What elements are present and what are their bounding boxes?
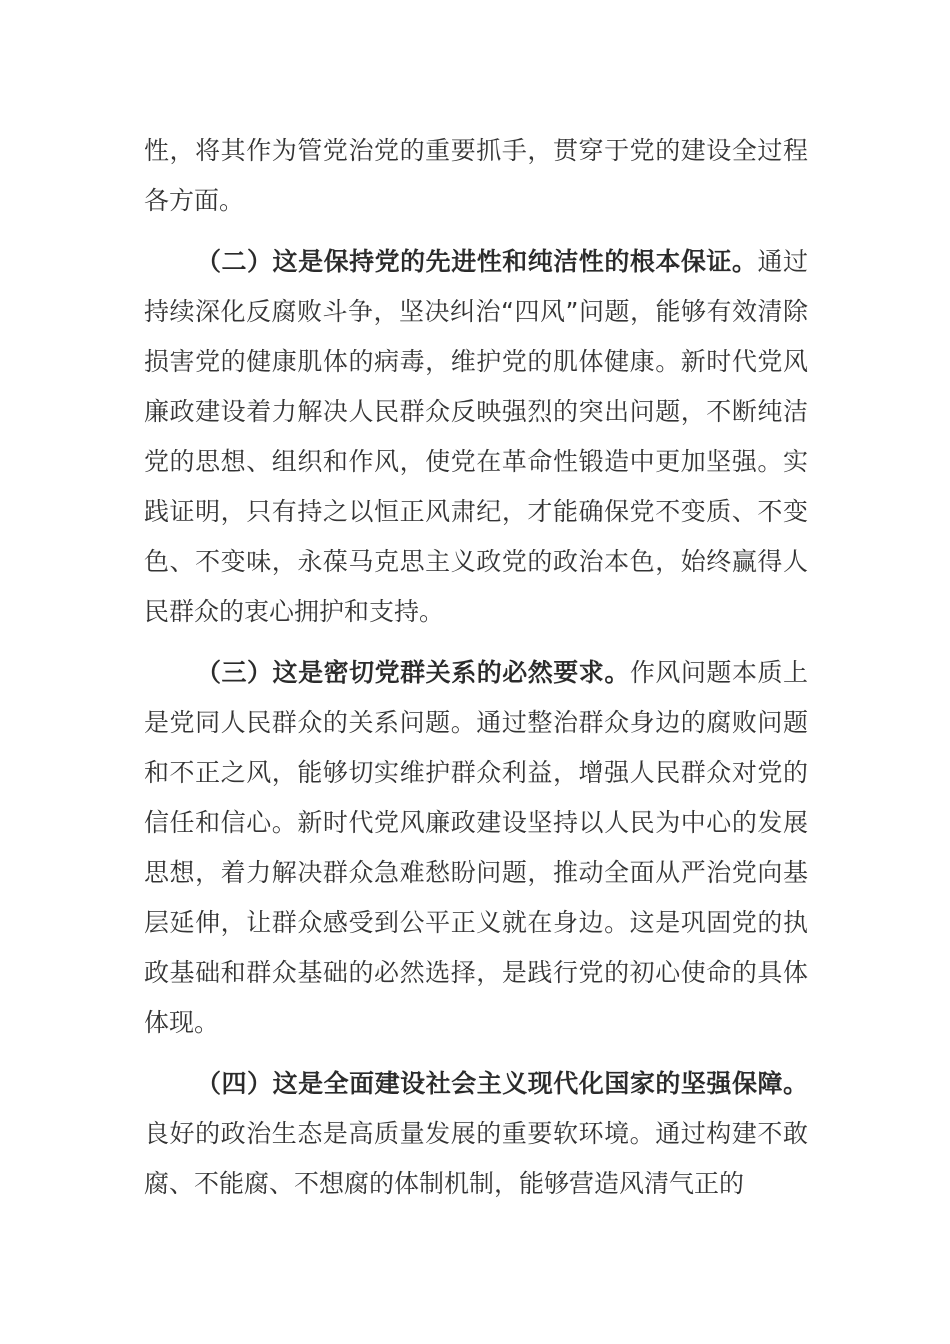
paragraph-section-2 [144,237,808,637]
paragraph-text: 良好的政治生态是高质量发展的重要软环境。通过构建不敢腐、不能腐、不想腐的体制机制，能够营造风清气正的 [144,1119,808,1198]
section-heading: （三）这是密切党群关系的必然要求。 [196,658,630,687]
paragraph-section-4 [144,1059,808,1209]
paragraph-text: 性，将其作为管党治党的重要抓手，贯穿于党的建设全过程各方面。 [144,136,808,215]
paragraph-continuation [144,126,808,226]
section-heading: （二）这是保持党的先进性和纯洁性的根本保证。 [196,247,758,276]
document-body [144,126,808,1220]
section-heading: （四）这是全面建设社会主义现代化国家的坚强保障。 [196,1069,808,1098]
paragraph-text: 通过持续深化反腐败斗争，坚决纠治“四风”问题，能够有效清除损害党的健康肌体的病毒，维护党的肌体健康。新时代党风廉政建设着力解决人民群众反映强烈的突出问题，不断纯洁党的思想、组织和作风，使党在革命性锻造中更加坚强。实践证明，只有持之以恒正风肃纪，才能确保党不变质、不变色、不变味，永葆马克思主义政党的政治本色，始终赢得人民群众的衷心拥护和支持。 [144,247,808,626]
paragraph-text: 作风问题本质上是党同人民群众的关系问题。通过整治群众身边的腐败问题和不正之风，能够切实维护群众利益，增强人民群众对党的信任和信心。新时代党风廉政建设坚持以人民为中心的发展思想，着力解决群众急难愁盼问题，推动全面从严治党向基层延伸，让群众感受到公平正义就在身边。这是巩固党的执政基础和群众基础的必然选择，是践行党的初心使命的具体体现。 [144,658,808,1037]
paragraph-section-3 [144,648,808,1048]
